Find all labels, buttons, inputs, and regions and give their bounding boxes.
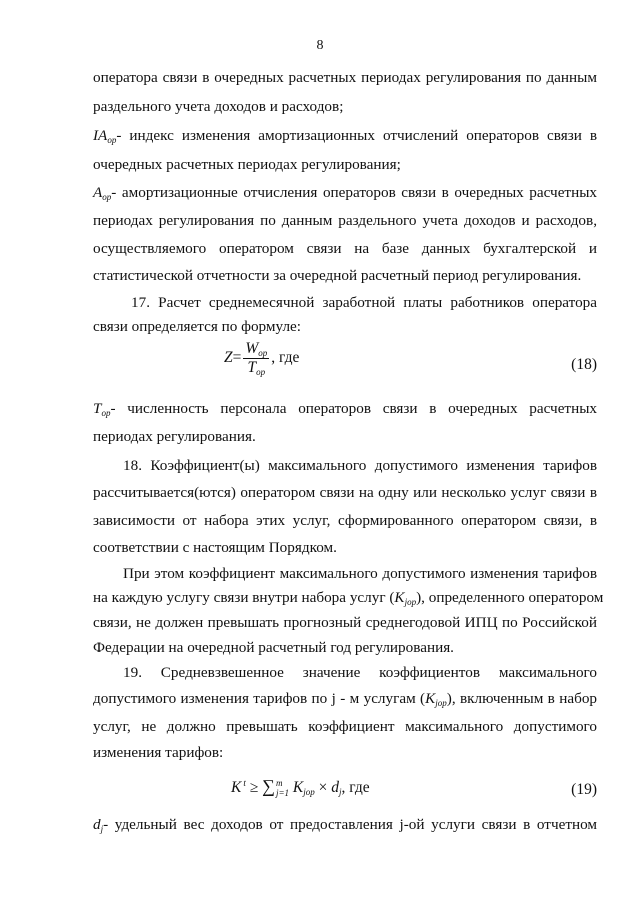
- symbol-d: d: [93, 816, 101, 833]
- text-line: При этом коэффициент максимального допустимого изменения тарифов: [123, 565, 597, 582]
- text-line: осуществляемого оператором связи на базе данных бухгалтерской и: [93, 240, 597, 257]
- definition-text: - удельный вес доходов от предоставления j-ой услуги связи в отчетном: [103, 816, 597, 833]
- superscript: t: [243, 777, 246, 788]
- formula-rel: ≥: [249, 779, 259, 796]
- definition-ia: [93, 126, 597, 146]
- equation-number-18: (18): [571, 356, 597, 373]
- text-line: связи определяется по формуле:: [93, 318, 301, 335]
- formula-eq: =: [232, 349, 242, 367]
- text-line: рассчитывается(ются) оператором связи на одну или несколько услуг связи в: [93, 484, 597, 501]
- symbol-k: K: [425, 690, 436, 707]
- text-line: на каждую услугу связи внутри набора услуг $(K_{jop})$, определенного оператором: [93, 589, 604, 607]
- times-sign: ×: [318, 779, 328, 796]
- definition-text: - амортизационные отчисления операторов связи в очередных расчетных: [111, 184, 597, 201]
- text-line: услуг, не должно превышать коэффициент максимального допустимого: [93, 718, 597, 735]
- formula-suffix: , где: [271, 349, 300, 367]
- fraction: [243, 340, 269, 377]
- formula-lhs: Z: [224, 349, 233, 367]
- text-line: статистической отчетности за очередной расчетный период регулирования.: [93, 267, 582, 284]
- definition-t: [93, 399, 597, 419]
- text-line: связи, не должен превышать прогнозный среднегодовой ИПЦ по Российской: [93, 614, 597, 631]
- formula-19: K $^t$ ≥ ∑ m j=1 $K_{jop} \times d_j$, где: [231, 776, 370, 799]
- equation-number-19: (19): [571, 781, 597, 798]
- text-line: соответствии с настоящим Порядком.: [93, 539, 337, 556]
- formula-18: [224, 340, 299, 377]
- text-line: зависимости от набора этих услуг, сформированного оператором связи, в: [93, 512, 597, 529]
- text-line: раздельного учета доходов и расходов;: [93, 98, 344, 115]
- text-line: периодах регулирования по данным раздельного учета доходов и расходов,: [93, 212, 597, 229]
- page-number: 8: [316, 38, 324, 53]
- definition-text: - индекс изменения амортизационных отчислений операторов связи в: [116, 127, 597, 144]
- paragraph-17-line: 17. Расчет среднемесячной заработной платы работников оператора: [131, 294, 597, 311]
- subscript: op: [102, 192, 112, 202]
- subscript: j: [100, 824, 104, 834]
- symbol-ia: IA: [93, 127, 108, 144]
- term-d: d: [331, 779, 340, 796]
- text-line: изменения тарифов:: [93, 744, 224, 761]
- definition-d: [93, 815, 597, 835]
- symbol-k: K: [394, 589, 405, 606]
- fraction-numerator: $W_{op}$: [245, 340, 268, 358]
- subscript: op: [107, 135, 117, 145]
- symbol-a: A: [93, 184, 103, 201]
- subscript: jop: [435, 698, 447, 708]
- text-line: оператора связи в очередных расчетных периодах регулирования по данным: [93, 69, 597, 86]
- formula-lhs: K: [231, 779, 242, 796]
- symbol-t: T: [93, 400, 102, 417]
- paragraph-19-line: 19. Средневзвешенное значение коэффициентов максимального: [123, 664, 597, 681]
- text-line: допустимого изменения тарифов по j - м услугам $(K_{jop})$, включенным в набор: [93, 690, 598, 708]
- paragraph-18-line: 18. Коэффициент(ы) максимального допустимого изменения тарифов: [123, 457, 597, 474]
- text-line: периодах регулирования.: [93, 428, 256, 445]
- sum-sign: ∑: [262, 776, 275, 796]
- text-line: Федерации на очередной расчетный год регулирования.: [93, 639, 454, 656]
- definition-text: - численность персонала операторов связи в очередных расчетных: [110, 400, 597, 417]
- text-line: очередных расчетных периодах регулирования;: [93, 156, 401, 173]
- subscript: jop: [404, 597, 417, 607]
- term-k: K: [292, 779, 304, 796]
- formula-suffix: , где: [341, 779, 370, 796]
- fraction-denominator: $T_{op}$: [247, 359, 266, 377]
- sum-limits: m j=1: [275, 778, 290, 799]
- definition-a: [93, 183, 597, 203]
- subscript: op: [101, 408, 111, 418]
